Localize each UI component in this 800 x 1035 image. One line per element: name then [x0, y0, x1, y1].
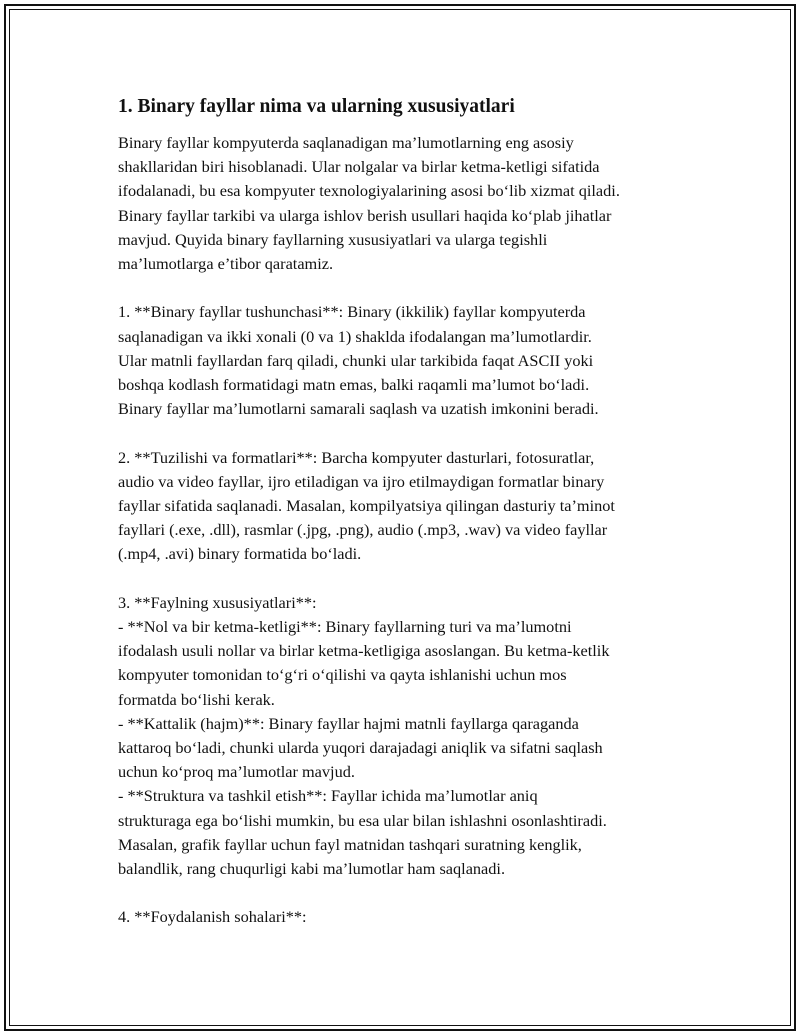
item-4-paragraph: 4. **Foydalanish sohalari**:: [118, 907, 307, 927]
item-2-paragraph: 2. **Tuzilishi va formatlari**: Barcha kompyuter dasturlari, fotosuratlar, audio va video fayllar, ijro etiladigan va ijro etilmaydigan formatlar binary fayllar sifatida saqlanadi. Masalan, kompilyatsiya qilingan dasturiy ta’minot fayllari (.exe, .dll), rasmlar (.jpg, .png), audio (.mp3, .wav) va video fayllar (.mp4, .avi) binary formatida bo‘ladi.: [118, 447, 615, 564]
item-3-paragraph: 3. **Faylning xususiyatlari**: - **Nol va bir ketma-ketligi**: Binary fayllarning turi va ma’lumotni ifodalash usuli nollar va birlar ketma-ketligiga asoslangan. Bu ketma-ketlik kompyuter tomonidan to‘g‘ri o‘qilishi va qayta ishlanishi uchun mos formatda bo‘lishi kerak. - **Kattalik (hajm)**: Binary fayllar hajmi matnli fayllarga qaraganda kattaroq bo‘ladi, chunki ularda yuqori darajadagi aniqlik va sifatni saqlash uchun ko‘proq ma’lumotlar mavjud. - **Struktura va tashkil etish**: Fayllar ichida ma’lumotlar aniq strukturaga ega bo‘lishi mumkin, bu esa ular bilan ishlashni osonlashtiradi. Masalan, grafik fayllar uchun fayl matnidan tashqari suratning kenglik, balandlik, rang chuqurligi kabi ma’lumotlar ham saqlanadi.: [118, 592, 610, 879]
intro-paragraph: Binary fayllar kompyuterda saqlanadigan ma’lumotlarning eng asosiy shakllaridan biri hisoblanadi. Ular nolgalar va birlar ketma-ketligi sifatida ifodalanadi, bu esa kompyuter texnologiyalarining asosi bo‘lib xizmat qiladi. Binary fayllar tarkibi va ularga ishlov berish usullari haqida ko‘plab jihatlar mavjud. Quyida binary fayllarning xususiyatlari va ularga tegishli ma’lumotlarga e’tibor qaratamiz.: [118, 133, 620, 274]
document-body: [118, 94, 698, 930]
section-heading: 1. Binary fayllar nima va ularning xususiyatlari: [118, 96, 515, 117]
item-1-paragraph: 1. **Binary fayllar tushunchasi**: Binary (ikkilik) fayllar kompyuterda saqlanadigan va ikki xonali (0 va 1) shaklda ifodalangan ma’lumotlardir. Ular matnli fayllardan farq qiladi, chunki ular tarkibida faqat ASCII yoki boshqa kodlash formatidagi matn emas, balki raqamli ma’lumot bo‘ladi. Binary fayllar ma’lumotlarni samarali saqlash va uzatish imkonini beradi.: [118, 302, 599, 419]
